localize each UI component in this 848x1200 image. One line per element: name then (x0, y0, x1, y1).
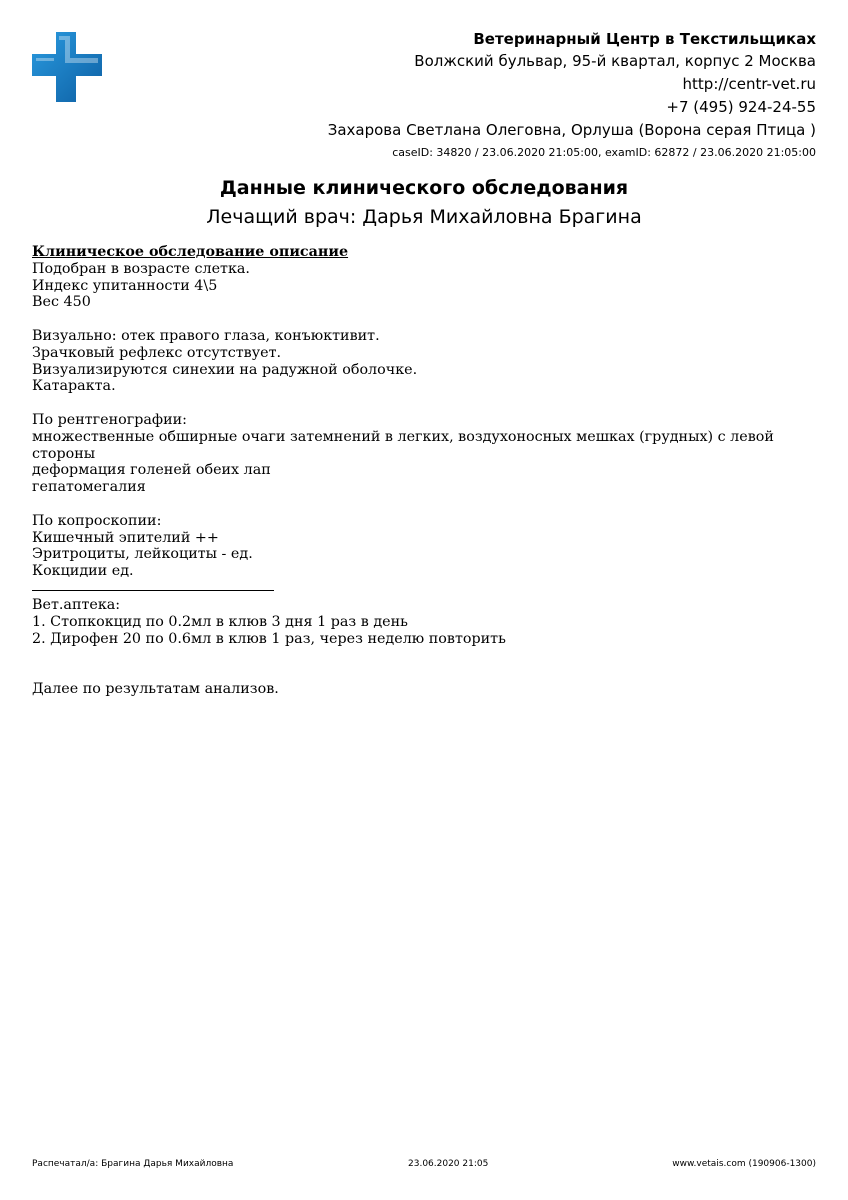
clinic-website: http://centr-vet.ru (682, 75, 816, 93)
blank-line (32, 311, 822, 328)
blank-line (32, 496, 822, 513)
prescription-item: 1. Стопкокцид по 0.2мл в клюв 3 дня 1 раз в день (32, 613, 408, 630)
exam-line: Подобран в возрасте слетка. (32, 260, 250, 277)
exam-line: Кокцидии ед. (32, 563, 134, 580)
source-info: www.vetais.com (190906-1300) (672, 1159, 816, 1169)
clinic-phone: +7 (495) 924-24-55 (666, 98, 816, 116)
exam-line: Зрачковый рефлекс отсутствует. (32, 344, 282, 361)
exam-line: Визуализируются синехии на радужной оболочке. (32, 361, 418, 378)
case-exam-ids: caseID: 34820 / 23.06.2020 21:05:00, examID: 62872 / 23.06.2020 21:05:00 (392, 146, 816, 159)
exam-line: По копроскопии: (32, 512, 162, 529)
printed-at: 23.06.2020 21:05 (408, 1159, 489, 1169)
exam-content (32, 244, 822, 698)
pharmacy-heading: Вет.аптека: (32, 596, 121, 613)
clinic-logo-cross-icon (32, 32, 102, 102)
section-divider (32, 590, 274, 591)
prescription-item: 2. Дирофен 20 по 0.6мл в клюв 1 раз, через неделю повторить (32, 630, 506, 647)
exam-line: Катаракта. (32, 378, 116, 395)
exam-line: Индекс упитанности 4\5 (32, 277, 218, 294)
attending-doctor: Лечащий врач: Дарья Михайловна Брагина (206, 206, 642, 228)
printed-by: Распечатал/а: Брагина Дарья Михайловна (32, 1159, 234, 1169)
exam-line: Вес 450 (32, 294, 91, 311)
document-title: Данные клинического обследования (219, 177, 629, 199)
blank-line (32, 664, 822, 681)
clinic-name: Ветеринарный Центр в Текстильщиках (473, 30, 816, 48)
exam-line: гепатомегалия (32, 479, 146, 496)
clinic-header (328, 28, 816, 164)
exam-line: По рентгенографии: (32, 411, 187, 428)
patient-info: Захарова Светлана Олеговна, Орлуша (Ворона серая Птица ) (327, 121, 816, 139)
blank-line (32, 647, 822, 664)
exam-line: множественные обширные очаги затемнений в легких, воздухоносных мешках (грудных) с левой (32, 428, 774, 445)
exam-line: Эритроциты, лейкоциты - ед. (32, 546, 253, 563)
exam-heading: Клиническое обследование описание (32, 244, 349, 260)
exam-line: стороны (32, 445, 96, 462)
clinic-address: Волжский бульвар, 95-й квартал, корпус 2 Москва (414, 52, 816, 70)
blank-line (32, 395, 822, 412)
closing-note: Далее по результатам анализов. (32, 680, 279, 697)
document-titles (0, 174, 848, 232)
exam-line: Кишечный эпителий ++ (32, 529, 219, 546)
exam-line: Визуально: отек правого глаза, конъюктивит. (32, 327, 380, 344)
exam-line: деформация голеней обеих лап (32, 462, 271, 479)
